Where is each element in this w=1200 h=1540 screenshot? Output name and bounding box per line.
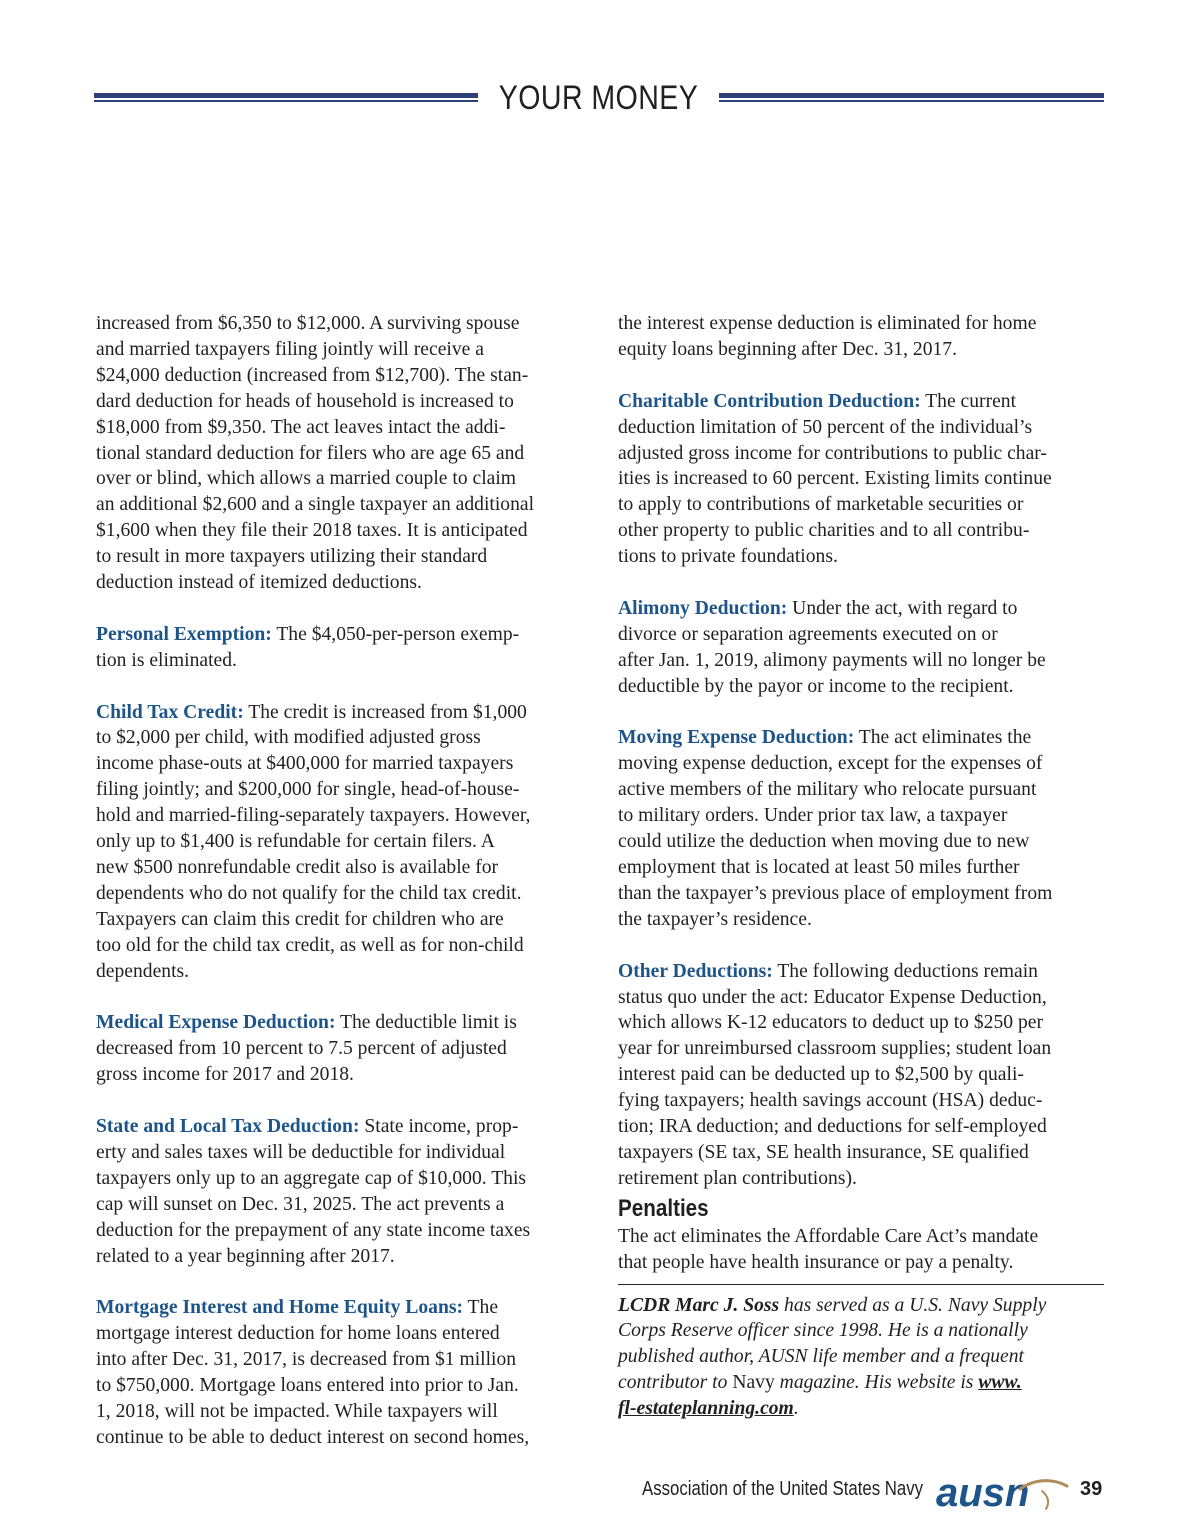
child-tax-credit-paragraph: Child Tax Credit: The credit is increased from $1,000 to $2,000 per child, with modified adjusted gross income phase-outs at $400,000 for married taxpayers filing jointly; and $200,000 for single, head-of-house- hold and married-filing-separately taxpayers. However, only up to $1,400 is refundable for certain filers. A new $500 nonrefundable credit also is available for dependents who do not qualify for the child tax credit. Taxpayers can claim this credit for children who are too old for the child tax credit, as well as for non-child dependents.: [96, 701, 531, 982]
child-tax-credit-label: Child Tax Credit:: [96, 701, 244, 723]
right-column: [618, 311, 1110, 1422]
magazine-name: Navy: [732, 1372, 775, 1394]
other-deductions-paragraph: Other Deductions: The following deductions remain status quo under the act: Educator Expense Deduction, which allows K-12 educators to deduct up to $250 per year for unreimbursed classroom supplies; student loan interest paid can be deducted up to $2,500 by quali- fying taxpayers; health savings account (HSA) deduc- tion; IRA deduction; and deductions for self-employed taxpayers (SE tax, SE health insurance, SE qualified retirement plan contributions).: [618, 960, 1052, 1189]
charitable-contribution-paragraph: Charitable Contribution Deduction: The current deduction limitation of 50 percent of the individual’s adjusted gross income for contributions to public char- ities is increased to 60 percent. Existing limits continue to apply to contributions of marketable securities or other property to public charities and to all contribu- tions to private foundations.: [618, 390, 1052, 568]
penalties-heading: Penalties: [618, 1194, 709, 1222]
continuation-paragraph: the interest expense deduction is eliminated for home equity loans beginning after Dec. 31, 2017.: [618, 313, 1037, 360]
charitable-contribution-label: Charitable Contribution Deduction:: [618, 390, 921, 412]
author-name: LCDR Marc J. Soss: [618, 1294, 780, 1316]
bio-divider: [618, 1284, 1104, 1285]
section-header: [94, 74, 1104, 122]
moving-expense-label: Moving Expense Deduction:: [618, 727, 855, 749]
logo-swoosh-tail-icon: [1042, 1491, 1048, 1509]
medical-expense-paragraph: Medical Expense Deduction: The deductible limit is decreased from 10 percent to 7.5 percent of adjusted gross income for 2017 and 2018.: [96, 1012, 517, 1086]
section-title: YOUR MONEY: [498, 79, 699, 117]
organization-name: Association of the United States Navy: [642, 1478, 924, 1500]
website-link-continued[interactable]: fl-estateplanning.com: [618, 1398, 794, 1420]
website-link[interactable]: www.: [978, 1372, 1022, 1394]
personal-exemption-paragraph: Personal Exemption: The $4,050-per-person exemp- tion is eliminated.: [96, 623, 520, 671]
mortgage-interest-label: Mortgage Interest and Home Equity Loans:: [96, 1297, 464, 1319]
ausn-logo-text: ausn: [936, 1471, 1030, 1515]
standard-deduction-paragraph: increased from $6,350 to $12,000. A surviving spouse and married taxpayers filing jointly will receive a $24,000 deduction (increased from $12,700). The stan- dard deduction for heads of household is increased to $18,000 from $9,350. The act leaves intact the addi- tional standard deduction for filers who are age 65 and over or blind, which allows a married couple to claim an additional $2,600 and a single taxpayer an additional $1,600 when they file their 2018 taxes. It is anticipated to result in more taxpayers utilizing their standard deduction instead of itemized deductions.: [96, 313, 535, 594]
medical-expense-label: Medical Expense Deduction:: [96, 1012, 336, 1034]
header-rule-right: [719, 93, 1104, 103]
mortgage-interest-paragraph: Mortgage Interest and Home Equity Loans: The mortgage interest deduction for home loans entered into after Dec. 31, 2017, is decreased from $1 million to $750,000. Mortgage loans entered into prior to Jan. 1, 2018, will not be impacted. While taxpayers will continue to be able to deduct interest on second homes,: [96, 1297, 530, 1448]
state-local-tax-label: State and Local Tax Deduction:: [96, 1116, 360, 1138]
header-rule-left: [94, 93, 478, 103]
page-number: 39: [1080, 1478, 1103, 1500]
author-bio: LCDR Marc J. Soss has served as a U.S. Navy Supply Corps Reserve officer since 1998. He is a nationally published author, AUSN life member and a frequent contributor to Navy magazine. His website is www. fl-estateplanning.com.: [618, 1294, 1047, 1420]
page-footer: [600, 1470, 1110, 1515]
alimony-paragraph: Alimony Deduction: Under the act, with regard to divorce or separation agreements executed on or after Jan. 1, 2019, alimony payments will no longer be deductible by the payor or income to the recipient.: [618, 597, 1046, 697]
state-local-tax-paragraph: State and Local Tax Deduction: State income, prop- erty and sales taxes will be deductible for individual taxpayers only up to an aggregate cap of $10,000. This cap will sunset on Dec. 31, 2025. The act prevents a deduction for the prepayment of any state income taxes related to a year beginning after 2017.: [96, 1116, 531, 1267]
alimony-label: Alimony Deduction:: [618, 597, 788, 619]
moving-expense-paragraph: Moving Expense Deduction: The act eliminates the moving expense deduction, except for the expenses of active members of the military who relocate pursuant to military orders. Under prior tax law, a taxpayer could utilize the deduction when moving due to new employment that is located at least 50 miles further than the taxpayer’s previous place of employment from the taxpayer’s residence.: [618, 727, 1053, 930]
penalties-paragraph: The act eliminates the Affordable Care Act’s mandate that people have health insurance or pay a penalty.: [618, 1225, 1039, 1273]
other-deductions-label: Other Deductions:: [618, 960, 773, 982]
personal-exemption-label: Personal Exemption:: [96, 623, 272, 645]
ausn-logo: [936, 1470, 1072, 1515]
left-column: [96, 311, 588, 1451]
